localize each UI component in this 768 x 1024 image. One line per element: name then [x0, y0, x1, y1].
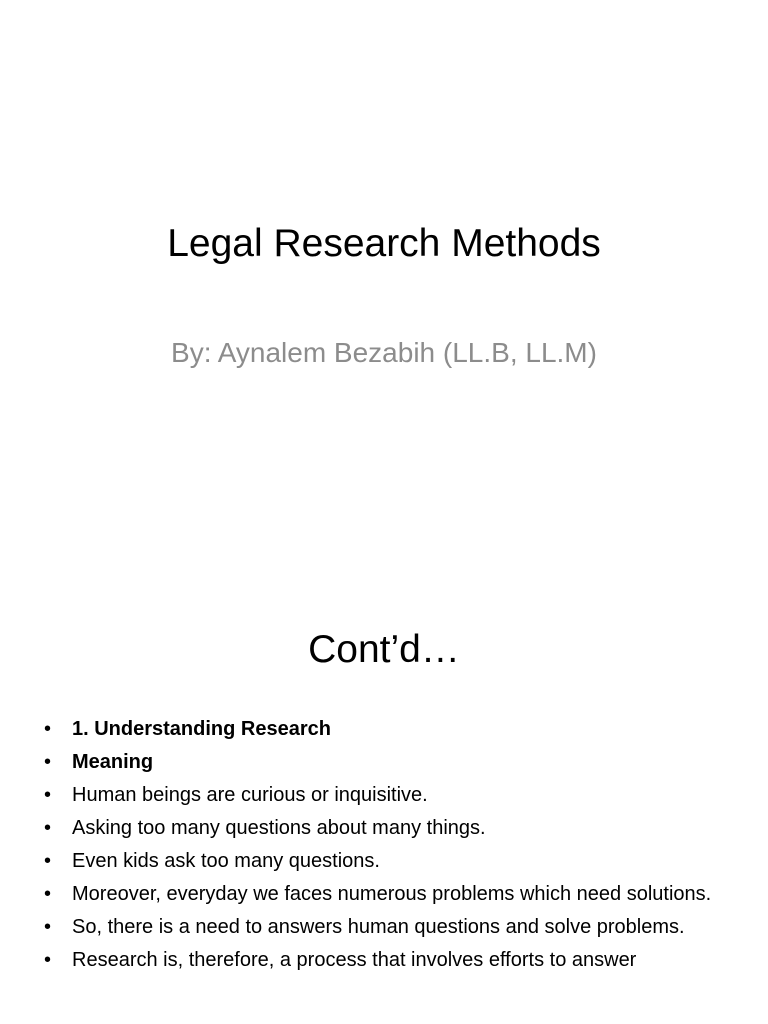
bullet-icon: •	[44, 949, 52, 971]
list-item	[44, 913, 721, 941]
bullet-icon: •	[44, 916, 52, 938]
list-item	[44, 814, 721, 842]
bullet-icon: •	[44, 784, 52, 806]
list-item	[44, 748, 721, 776]
bullet-icon: •	[44, 850, 52, 872]
list-item-text: 1. Understanding Research	[72, 718, 331, 740]
list-item	[44, 946, 721, 974]
slide-title: Cont’d…	[308, 628, 460, 671]
slide-title: Legal Research Methods	[167, 222, 601, 265]
list-item-text: Human beings are curious or inquisitive.	[72, 784, 428, 806]
list-item-text: Moreover, everyday we faces numerous problems which need solutions.	[72, 883, 712, 905]
bullet-icon: •	[44, 718, 52, 740]
slide-2	[0, 576, 768, 1024]
list-item	[44, 715, 721, 743]
bullet-icon: •	[44, 751, 52, 773]
list-item	[44, 847, 721, 875]
list-item	[44, 880, 721, 908]
list-item-text: Asking too many questions about many things.	[72, 817, 486, 839]
list-item-text: So, there is a need to answers human questions and solve problems.	[72, 916, 685, 938]
bullet-icon: •	[44, 883, 52, 905]
list-item	[44, 781, 721, 809]
list-item-text: Even kids ask too many questions.	[72, 850, 380, 872]
bullet-icon: •	[44, 817, 52, 839]
slide-subtitle: By: Aynalem Bezabih (LL.B, LL.M)	[171, 337, 597, 368]
bullet-list	[44, 715, 721, 979]
list-item-text: Meaning	[72, 751, 154, 773]
list-item-text: Research is, therefore, a process that involves efforts to answer	[72, 949, 637, 971]
